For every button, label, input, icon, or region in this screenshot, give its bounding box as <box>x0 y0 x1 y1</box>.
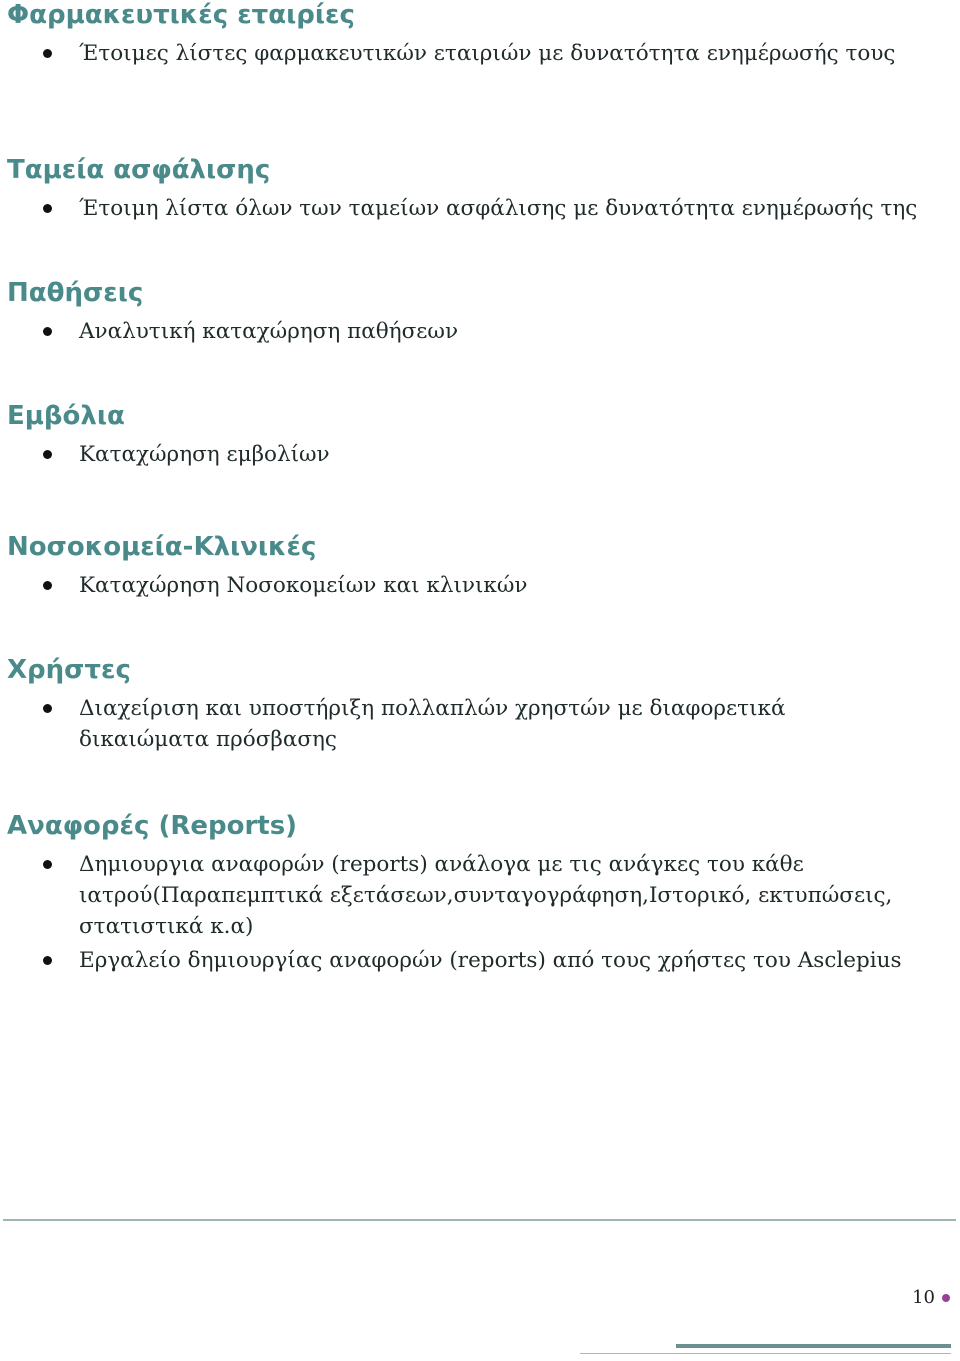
page-number: 10 <box>912 1287 935 1308</box>
section-reports <box>0 811 960 979</box>
section-insurance-funds <box>0 155 960 227</box>
section-vaccines <box>0 401 960 473</box>
bullet-icon <box>43 704 52 713</box>
section-heading: Αναφορές (Reports) <box>7 811 298 841</box>
page-dot-icon <box>942 1294 950 1302</box>
section-users <box>0 655 960 758</box>
bullet-icon <box>43 204 52 213</box>
footer-divider <box>3 1219 956 1221</box>
bullet-icon <box>43 49 52 58</box>
bullet-list <box>0 193 960 224</box>
bullet-icon <box>43 327 52 336</box>
section-heading: Νοσοκομεία-Κλινικές <box>7 532 317 562</box>
bullet-icon <box>43 450 52 459</box>
section-heading: Παθήσεις <box>7 278 144 308</box>
list-item <box>0 570 960 601</box>
bullet-icon <box>43 956 52 965</box>
list-item <box>0 945 960 976</box>
section-hospitals <box>0 532 960 604</box>
section-pharma-companies <box>0 0 960 72</box>
section-conditions <box>0 278 960 350</box>
bullet-list <box>0 693 960 755</box>
list-item-text: Εργαλείο δημιουργίας αναφορών (reports) από τους χρήστες του Asclepius <box>79 948 902 973</box>
section-heading: Χρήστες <box>7 655 131 685</box>
bullet-list <box>0 439 960 470</box>
list-item <box>0 193 960 224</box>
list-item <box>0 849 960 942</box>
bullet-list <box>0 849 960 976</box>
list-item <box>0 38 960 69</box>
bottom-accent-line <box>676 1344 951 1348</box>
list-item-text: Έτοιμες λίστες φαρμακευτικών εταιριών με δυνατότητα ενημέρωσής τους <box>79 41 896 66</box>
list-item <box>0 439 960 470</box>
bullet-list <box>0 316 960 347</box>
section-heading: Φαρμακευτικές εταιρίες <box>7 0 355 30</box>
list-item-text: Καταχώρηση Νοσοκομείων και κλινικών <box>79 573 528 598</box>
list-item-text: Δημιουργια αναφορών (reports) ανάλογα με τις ανάγκες του κάθε ιατρού(Παραπεμπτικά εξετάσεων,συνταγογράφηση,Ιστορικό, εκτυπώσεις, στατιστικά κ.α) <box>79 852 893 939</box>
list-item-text: Διαχείριση και υποστήριξη πολλαπλών χρηστών με διαφορετικά δικαιώματα πρόσβασης <box>79 696 786 752</box>
bullet-icon <box>43 581 52 590</box>
section-heading: Ταμεία ασφάλισης <box>7 155 271 185</box>
bullet-list <box>0 570 960 601</box>
bullet-list <box>0 38 960 69</box>
list-item-text: Αναλυτική καταχώρηση παθήσεων <box>79 319 459 344</box>
list-item <box>0 316 960 347</box>
section-heading: Εμβόλια <box>7 401 125 431</box>
list-item-text: Καταχώρηση εμβολίων <box>79 442 330 467</box>
list-item-text: Έτοιμη λίστα όλων των ταμείων ασφάλισης με δυνατότητα ενημέρωσής της <box>79 196 918 221</box>
bottom-thin-line <box>580 1353 951 1354</box>
list-item <box>0 693 960 755</box>
bullet-icon <box>43 860 52 869</box>
